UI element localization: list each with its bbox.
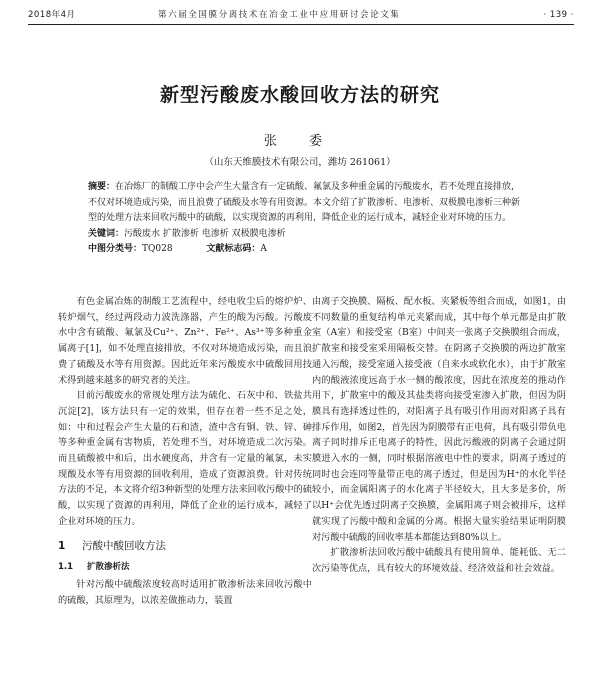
subsection-title: 扩散渗析法 (87, 562, 130, 573)
abstract (88, 180, 524, 227)
running-header (28, 8, 574, 25)
doc-code-label: 文献标志码： (206, 244, 261, 255)
keywords-label: 关键词： (88, 228, 125, 239)
body-paragraph: 扩散渗析法回收污酸中硫酸具有使用简单、能耗低、无二次污染等优点，具有较大的环境效益、经济效益和社会效益。 (312, 547, 566, 574)
keywords-text: 污酸废水 扩散渗析 电渗析 双极膜电渗析 (124, 228, 286, 239)
author: 张 委 (263, 134, 337, 149)
body-paragraph: 目前污酸废水的常规处理方法为硫化、石灰中和、铁盐共沉淀[2]，该方法只有一定的效果，但存在着一些不足之处，如：中和过程会产生大量的石和渣，渣中含有铜、铁、锌、砷等多种重金属有害物质，若处理不当，对环境造成二次污染。而且硫酸被中和后，出水硬度高，并含有一定量的氟氯，未实现酸及水等有用资源的回收利用，造成了资源浪费。针对传统方法的不足，本文将介绍3种新型的处理方法来回收污酸中的硫酸，以实现了资源的再利用，降低了企业的运行成本，减轻了企业对环境的压力。 (58, 390, 312, 527)
right-column (312, 294, 566, 577)
section-heading (58, 539, 312, 555)
body-paragraph: 针对污酸中硫酸浓度较高时适用扩散渗析法来回收污酸中的硫酸，其原理为，以浓差做推动力，装置 (58, 578, 312, 606)
classification (88, 242, 524, 258)
header-date: 2018年4月 (28, 10, 76, 20)
section-title: 污酸中酸回收方法 (82, 539, 166, 552)
header-page-number: · 139 · (543, 10, 574, 20)
keywords (88, 227, 524, 243)
header-conference: 第六届全国膜分离技术在冶金工业中应用研讨会论文集 (158, 10, 401, 20)
paper-title: 新型污酸废水酸回收方法的研究 (159, 84, 440, 106)
affiliation: （山东天维膜技术有限公司，潍坊 261061） (204, 157, 396, 168)
subsection-number: 1.1 (58, 562, 74, 573)
abstract-text: 在冶炼厂的制酸工序中会产生大量含有一定硫酸、氟氯及多种重金属的污酸废水，若不处理直接排放，不仅对环境造成污染，而且浪费了硫酸及水等有用资源。本文介绍了扩散渗析、电渗析、双极膜电渗析三种新型的处理方法来回收污酸中的硫酸，以实现资源的再利用，降低企业的运行成本，减轻企业对环境的压力。 (88, 182, 521, 224)
abstract-label: 摘要： (88, 182, 116, 192)
body-paragraph: 由离子交换膜、隔板、配水板、夹紧板等组合而成，如图1，由不同数量的重复结构单元夹紧而成，其中每个单元都是由扩散室（A室）和接受室（B室）中间夹一张离子交换膜组合而成，扩散室和接受室采用隔板交替。在阴离子交换膜的两边扩散室通入污酸，接受室通入接受液（自来水或软化水），由于扩散室内的酸液浓度远高于水一侧的酸浓度，因此在浓度差的推动作用下，扩散室中的酸及其盐类将向接受室渗入扩散，但因为阴膜具有选择透过性的，对阳离子具有吸引作用而对阳离子具有排斥作用，如图2，首先因为阴膜带有正电荷，具有吸引带负电离子同时排斥正电离子的特性，因此污酸液的阴离子会通过阴膜进入水的一侧，同时根据溶液电中性的要求，阴离子透过的同时也会连同等量带正电的离子透过，但是因为H⁺的水化半径较小，而金属阳离子的水化离子半径较大，且大多是多价，所以H⁺会优先透过阴离子交换膜，金属阳离子则会被排斥，这样就实现了污酸中酸和金属的分离。根据大量实验结果证明阴膜对污酸中硫酸的回收率基本都能达到80%以上。 (312, 296, 566, 543)
section-number: 1 (58, 539, 66, 552)
body-paragraph: 有色金属冶炼的制酸工艺流程中，经电收尘后的熔炉炉、转炉烟气，经过两段动力波洗涤器，产生的酸为污酸。污酸废水中含有硫酸、氟氯及Cu²⁺、Zn²⁺、Fe²⁺、As³⁺等多种重金属离子[1]，如不处理直接排放，不仅对环境造成污染，而且浪费了硫酸及水等有用资源。因此近年来污酸废水中硫酸回用技术得到越来越多的研究者的关注。 (58, 296, 312, 386)
classification-label: 中图分类号： (88, 244, 143, 255)
subsection-heading (58, 560, 312, 576)
left-column (58, 294, 312, 608)
doc-code-value: A (260, 244, 267, 255)
abstract-block (88, 180, 524, 258)
classification-value: TQ028 (142, 244, 173, 255)
